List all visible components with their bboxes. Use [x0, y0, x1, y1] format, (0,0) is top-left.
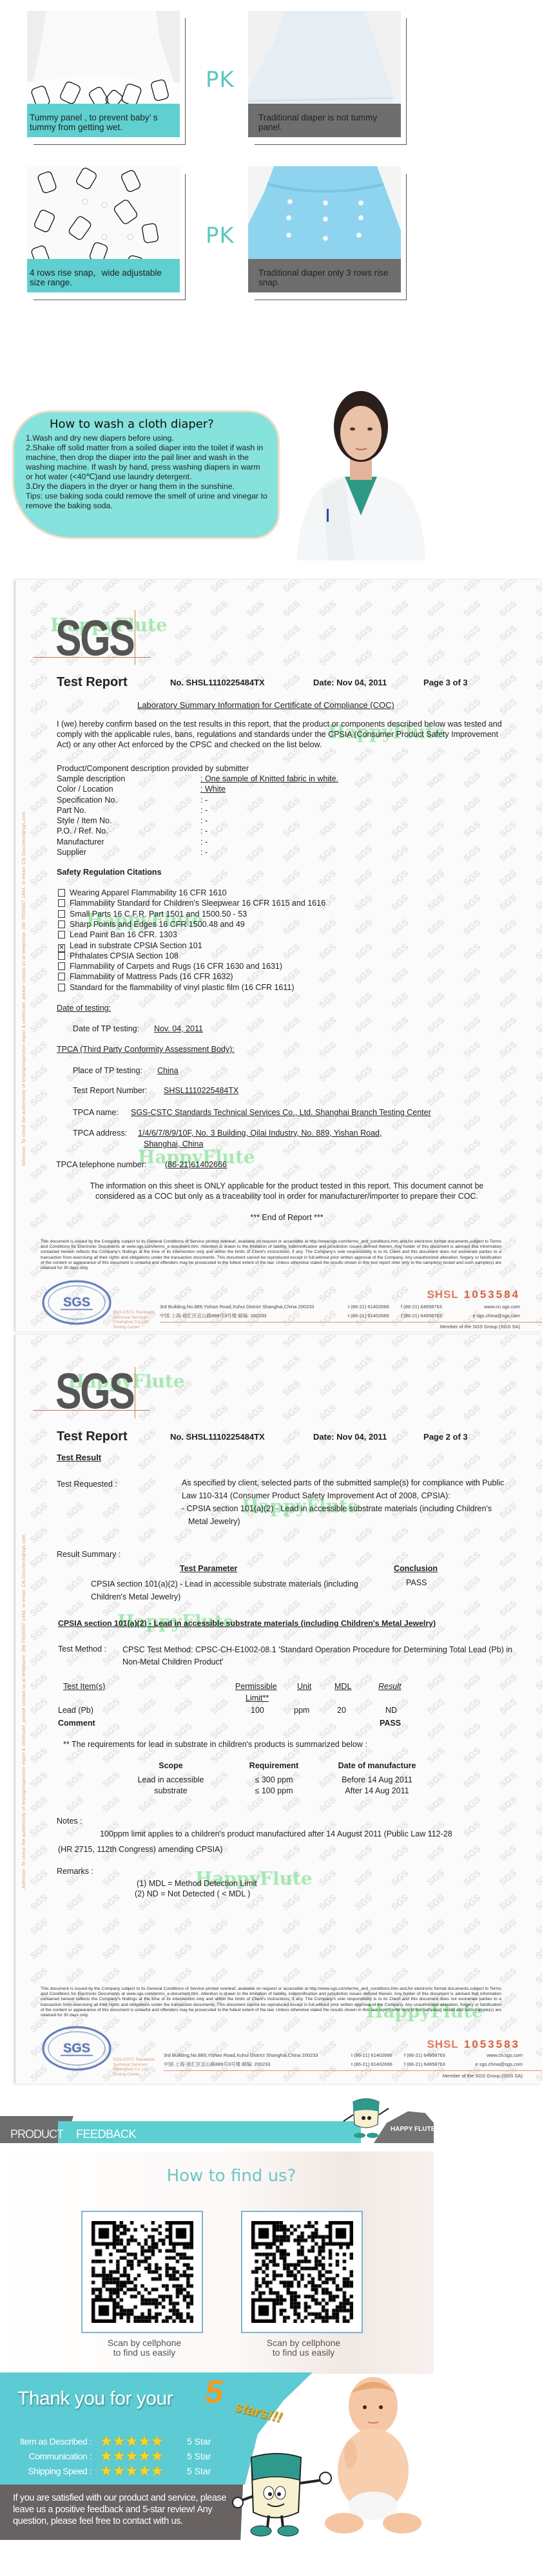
field-row — [57, 847, 476, 857]
field-value: : - — [200, 837, 208, 846]
test-requested-block — [182, 1476, 510, 1528]
wash-tip: Tips: use baking soda could remove the smell of urine and vinegar to remove the baking soda. — [26, 491, 267, 510]
test-report-number-label: Test Report Number: — [73, 1086, 148, 1095]
rise-snap-photo — [27, 166, 180, 292]
sgs-logo: SGS — [55, 1362, 134, 1419]
test-report-number-value: SHSL1110225484TX — [164, 1086, 239, 1095]
tp-date-value: Nov. 04, 2011 — [154, 1024, 203, 1033]
rating-label: Item as Described : — [19, 2436, 92, 2447]
telephone: t (86-21) 61402666 — [348, 1304, 389, 1310]
end-of-report: *** End of Report *** — [250, 1213, 324, 1222]
scan-line: to find us easily — [272, 2347, 335, 2358]
stars-word: stars!!! — [233, 2398, 284, 2426]
remark-line: (2) ND = Not Detected ( < MDL ) — [135, 1889, 251, 1898]
star-icon: ★ — [100, 2463, 113, 2479]
place-value: China — [157, 1066, 179, 1075]
citation-label: Flammability Standard for Children's Sleepwear 16 CFR 1615 and 1616 — [70, 899, 326, 908]
brand-name: HAPPY FLUTE — [391, 2126, 436, 2133]
test-requested-item: - CPSIA section 101(a)(2) - Lead in accessible substrate materials (including Children's Metal Jewelry) — [182, 1504, 492, 1526]
field-value: : - — [200, 816, 208, 826]
date-value: After 14 Aug 2011 — [345, 1786, 409, 1795]
field-value: : - — [200, 848, 208, 857]
note-line: 100ppm limit applies to a children's product manufactured after 14 August 2011 (Public Law 112-28 — [100, 1829, 452, 1838]
scope-value: Lead in accessible — [137, 1775, 204, 1784]
citation-item — [58, 971, 233, 982]
field-label: Sample description — [57, 774, 126, 783]
sgs-stamp — [41, 2025, 112, 2072]
fax: f (86-21) 64958763 — [404, 2052, 445, 2058]
page-number: Page 3 of 3 — [423, 678, 468, 687]
star-icon: ★ — [125, 2463, 139, 2479]
row-mdl: 20 — [337, 1706, 346, 1715]
frame-line — [185, 18, 186, 145]
notes-label: Notes : — [57, 1817, 82, 1826]
frame-line — [255, 144, 407, 145]
checkbox-checked-icon: ✕ — [59, 944, 64, 951]
citation-label: Wearing Apparel Flammability 16 CFR 1610 — [70, 888, 227, 897]
citation-item — [58, 930, 177, 940]
citation-item — [58, 919, 245, 930]
page-number: Page 2 of 3 — [423, 1432, 468, 1442]
authenticity-side-note: Attention: To check the authenticity of testing/inspection report & certificate, please contact us at telephone: (86-755)8307 1443, or email: CN.Doccheck@sgs.com — [22, 1534, 26, 1889]
comparison-section — [0, 0, 542, 361]
disclaimer-line: considered as a COC but only as a traceability tool in order for manufacturer/importer to prepare their COC. — [95, 1192, 479, 1201]
result-summary-label: Result Summary : — [57, 1550, 121, 1559]
scan-line: to find us easily — [113, 2347, 176, 2358]
checkbox-empty-icon — [58, 952, 65, 960]
star-icon: ★ — [150, 2448, 164, 2464]
banner-feedback: FEEDBACK — [76, 2128, 137, 2141]
report-date: Date: Nov 04, 2011 — [313, 1432, 387, 1442]
requirement-header: Requirement — [249, 1761, 299, 1770]
authenticity-side-note: Attention: To check the authenticity of testing/inspection report & certificate, please contact us at telephone: (86-755)8307 1443, or email: CN.Doccheck@sgs.com — [22, 812, 26, 1166]
row-limit: 100 — [251, 1706, 264, 1715]
report-page — [15, 1335, 542, 2084]
watermark-pattern — [15, 1335, 542, 2084]
citation-item — [58, 951, 179, 961]
serial-number — [427, 1288, 520, 1301]
remark-line: (1) MDL = Method Detection Limit — [137, 1879, 257, 1888]
tpca-telephone-value: (86-21)61402666 — [165, 1160, 227, 1169]
star-icon: ★ — [150, 2463, 164, 2479]
traditional-diaper-photo — [248, 11, 401, 137]
report-number: No. SHSL1110225484TX — [170, 678, 265, 687]
comparison-caption: Tummy panel , to prevent baby’ s tummy from getting wet. — [27, 104, 180, 137]
checkbox-empty-icon — [58, 889, 65, 897]
wash-title: How to wash a cloth diaper? — [50, 417, 214, 431]
col-limit: Limit** — [246, 1693, 269, 1703]
remarks-label: Remarks : — [57, 1867, 93, 1876]
field-label: Style / Item No. — [57, 816, 112, 826]
wash-step: 3.Dry the diapers in the dryer or hang them in the sunshine. — [26, 482, 235, 491]
star-icon: ★ — [100, 2433, 113, 2449]
star-rating — [100, 2465, 164, 2477]
report-title: Test Report — [57, 675, 128, 689]
address-en: 3rd Building,No.889,Yishan Road,Xuhui District Shanghai,China 200233 — [160, 1304, 315, 1310]
section-heading: CPSIA section 101(a)(2) - Lead in accessible substrate materials (including Children's Metal Jewelry) — [58, 1619, 436, 1628]
star-rating — [100, 2435, 164, 2448]
col-unit: Unit — [297, 1682, 312, 1691]
telephone: t (86-21) 61402666 — [351, 2052, 392, 2058]
email: e sgs.china@sgs.com — [472, 1313, 520, 1319]
terms-fine-print: This document is issued by the Company subject to its General Conditions of Service printed overleaf, available on request or accessible at http://www.sgs.com/terms_and_conditions.htm and,for electronic format documents,subject to Terms and Conditions for Electronic Documents at www.sgs.com/terms_e-document.htm. Attention is drawn to the limitation of liability, indemnification and jurisdiction issues defined therein. Any holder of this document is advised that information contained hereon reflects the Company's findings at the time of its intervention only and within the limits of Client's instructions, if any. The Company's sole responsibility is to its Client and this document does not exonerate parties to a transaction from exercising all their rights and obligations under the transaction documents. This document cannot be reproduced except in full,without prior written approval of the Company. Any unauthorized alteration, forgery or falsification of the content or appearance of this document is unlawful and offenders may be prosecuted to the fullest extent of the law. Unless otherwise stated the results shown in this test report refer only to the sample(s) tested and such sample(s) are retained for 30 days only. — [41, 1239, 501, 1271]
star-icon: ★ — [150, 2433, 164, 2449]
col-result: Result — [378, 1682, 402, 1691]
field-value: : White — [200, 785, 226, 794]
checkbox-empty-icon — [58, 984, 65, 991]
qr-code[interactable] — [251, 2221, 353, 2323]
rating-label: Communication : — [28, 2451, 92, 2461]
fax: f (86-21) 64958763 — [401, 1304, 442, 1310]
summary-parameter: CPSIA section 101(a)(2) - Lead in accessible substrate materials (including Children's Metal Jewelry) — [91, 1579, 358, 1601]
test-result-heading: Test Result — [57, 1453, 102, 1462]
star-icon: ★ — [138, 2463, 151, 2479]
note-line: (HR 2715, 112th Congress) amending CPSIA) — [58, 1845, 223, 1854]
field-label: P.O. / Ref. No. — [57, 826, 108, 836]
serial-prefix: SHSL — [427, 1288, 459, 1301]
tpca-address-label: TPCA address: — [73, 1129, 128, 1138]
pk-label: PK — [206, 67, 235, 93]
citation-item — [58, 961, 282, 971]
citation-item — [58, 982, 295, 993]
field-value: : - — [200, 805, 208, 815]
sgs-stamp — [41, 1279, 112, 1326]
tpca-name-label: TPCA name: — [73, 1108, 119, 1117]
comparison-caption: Traditional diaper only 3 rows rise snap. — [248, 259, 401, 292]
field-value: : - — [200, 826, 208, 836]
citation-label: Flammability of Carpets and Rugs (16 CFR 1630 and 1631) — [70, 962, 283, 971]
wash-step: 1.Wash and dry new diapers before using. — [26, 434, 174, 443]
rating-label: Shipping Speed : — [28, 2466, 92, 2476]
test-method-text: CPSC Test Method: CPSC-CH-E1002-08.1 'Standard Operation Procedure for Determining Total Lead (Pb) in Non-Metal Children Product' — [122, 1645, 513, 1666]
requirement-value: ≤ 100 ppm — [255, 1786, 293, 1795]
telephone: t (86-21) 61402666 — [351, 2061, 392, 2067]
rating-value: 5 Star — [187, 2436, 211, 2447]
star-icon: ★ — [138, 2433, 151, 2449]
scan-line: Scan by cellphone — [266, 2338, 341, 2348]
wash-steps — [26, 434, 267, 511]
citations-heading: Safety Regulation Citations — [57, 868, 162, 877]
field-row — [57, 826, 476, 836]
field-row — [57, 805, 476, 816]
report-title: Test Report — [57, 1429, 128, 1444]
company-name: SGS-CSTC Standards Technical Services (Shanghai) Co.,Ltd. Testing Center — [113, 1310, 155, 1330]
summary-conclusion: PASS — [406, 1578, 427, 1587]
serial-value: 1053583 — [463, 2038, 520, 2050]
frame-line — [34, 144, 186, 145]
star-icon: ★ — [100, 2448, 113, 2464]
checkbox-empty-icon — [58, 899, 65, 907]
col-permissible: Permissible — [235, 1682, 277, 1691]
citation-label: Phthalates CPSIA Section 108 — [70, 951, 179, 960]
comment-value: PASS — [380, 1719, 402, 1728]
wash-step: 2.Shake off solid matter from a soiled diaper into the toilet if wash in machine, then drop the diaper into the pail liner and wash in the washing machine. If wash by hand, press washing diapers in warm or hot water (<40℃)and use laundry detergent. — [26, 443, 264, 481]
star-icon: ★ — [138, 2448, 151, 2464]
star-icon: ★ — [125, 2433, 139, 2449]
description-heading: Product/Component description provided by submitter — [57, 764, 249, 773]
address-cn: 中国·上海·徐汇区宜山路889号3号楼 邮编: 200233 — [160, 1313, 267, 1319]
comparison-caption: 4 rows rise snap，wide adjustable size range. — [27, 259, 180, 292]
tpca-telephone-label: TPCA telephone number: — [56, 1160, 147, 1169]
field-label: Color / Location — [57, 785, 113, 794]
summary-header-parameter: Test Parameter — [180, 1564, 238, 1573]
citation-item — [58, 909, 247, 919]
footer-rule — [164, 2070, 542, 2071]
checkbox-empty-icon — [58, 921, 65, 928]
qr-code-frame — [81, 2211, 203, 2333]
coc-heading: Laboratory Summary Information for Certificate of Compliance (COC) — [137, 700, 394, 710]
test-requested-text: As specified by client, selected parts of the submitted sample(s) for compliance with Public Law 110-314 (Consumer Product Safety Improvement Act of 2008, CPSIA): — [182, 1478, 505, 1500]
col-test-item: Test Item(s) — [63, 1682, 106, 1691]
serial-prefix: SHSL — [427, 2038, 459, 2050]
telephone: t (86-21) 61402666 — [348, 1313, 389, 1319]
scan-line: Scan by cellphone — [107, 2338, 182, 2348]
field-row — [57, 774, 476, 784]
checkbox-empty-icon — [58, 962, 65, 970]
sgs-report-page-3 — [0, 580, 542, 1331]
scope-header: Scope — [159, 1761, 183, 1770]
tpca-heading: TPCA (Third Party Conformity Assessment Body): — [57, 1045, 235, 1054]
test-requested-label: Test Requested : — [57, 1480, 117, 1489]
speech-bubble — [12, 410, 280, 539]
sgs-report-page-2 — [0, 1335, 542, 2084]
date-of-testing-heading: Date of testing: — [57, 1004, 111, 1013]
requirement-note: ** The requirements for lead in substrate in children's products is summarized below : — [63, 1740, 367, 1749]
summary-header-conclusion: Conclusion — [394, 1564, 438, 1573]
frame-line — [185, 174, 186, 300]
mascot-icon — [340, 2095, 392, 2141]
address-cn: 中国·上海·徐汇区宜山路889号3号楼 邮编: 200233 — [164, 2061, 271, 2067]
star-icon: ★ — [125, 2448, 139, 2464]
checkbox-empty-icon — [58, 931, 65, 939]
star-icon: ★ — [112, 2463, 126, 2479]
tp-date-label: Date of TP testing: — [73, 1024, 140, 1033]
comment-label: Comment — [58, 1719, 95, 1728]
field-label: Specification No. — [57, 795, 117, 805]
field-value: : - — [200, 795, 208, 805]
date-of-manufacture-header: Date of manufacture — [338, 1761, 416, 1770]
star-rating — [100, 2450, 164, 2463]
feedback-section — [0, 2084, 542, 2576]
field-value: : One sample of Knitted fabric in white. — [200, 774, 338, 783]
wash-instructions-section — [0, 361, 542, 580]
requirement-value: ≤ 300 ppm — [255, 1775, 293, 1784]
citation-label: Flammability of Mattress Pads (16 CFR 1632) — [70, 972, 233, 982]
citation-label: Small Parts 16 C.F.R. Part 1501 and 1500.50 - 53 — [70, 909, 247, 919]
serial-value: 1053584 — [463, 1288, 520, 1301]
row-unit: ppm — [294, 1706, 310, 1715]
frame-line — [406, 174, 407, 300]
tummy-panel-photo — [27, 11, 180, 137]
banner-product: PRODUCT — [10, 2128, 63, 2141]
citation-item — [58, 898, 325, 908]
scan-caption — [252, 2338, 355, 2358]
serial-number — [427, 2038, 520, 2051]
row-item: Lead (Pb) — [58, 1706, 93, 1715]
tpca-name-value: SGS-CSTC Standards Technical Services Co., Ltd. Shanghai Branch Testing Center — [131, 1108, 431, 1117]
report-date: Date: Nov 04, 2011 — [313, 678, 387, 687]
pk-label: PK — [206, 223, 235, 249]
field-row — [57, 784, 476, 794]
field-row — [57, 795, 476, 805]
test-method-label: Test Method : — [58, 1645, 107, 1654]
field-label: Part No. — [57, 805, 86, 815]
fax: f (86-21) 64958763 — [401, 1313, 442, 1319]
citation-label: Lead in substrate CPSIA Section 101 — [70, 940, 202, 950]
tpca-address-line2: Shanghai, China — [144, 1140, 204, 1149]
email: e sgs.china@sgs.com — [475, 2061, 523, 2067]
doctor-photo — [284, 386, 432, 560]
report-number: No. SHSL1110225484TX — [170, 1432, 265, 1442]
qr-code-frame — [241, 2211, 363, 2333]
mascot-thumbs-up-icon — [229, 2451, 335, 2538]
rating-value: 5 Star — [187, 2466, 211, 2476]
fax: f (86-21) 64958763 — [404, 2061, 445, 2067]
terms-fine-print: This document is issued by the Company subject to its General Conditions of Service printed overleaf, available on request or accessible at http://www.sgs.com/terms_and_conditions.htm and,for electronic format documents,subject to Terms and Conditions for Electronic Documents at www.sgs.com/terms_e-document.htm. Attention is drawn to the limitation of liability, indemnification and jurisdiction issues defined therein. Any holder of this document is advised that information contained hereon reflects the Company's findings at the time of its intervention only and within the limits of Client's instructions, if any. The Company's sole responsibility is to its Client and this document does not exonerate parties to a transaction from exercising all their rights and obligations under the transaction documents. This document cannot be reproduced except in full,without prior written approval of the Company. Any unauthorized alteration, forgery or falsification of the content or appearance of this document is unlawful and offenders may be prosecuted to the fullest extent of the law. Unless otherwise stated the results shown in this test report refer only to the sample(s) tested and such sample(s) are retained for 30 days only. — [41, 1987, 501, 2018]
date-value: Before 14 Aug 2011 — [342, 1775, 412, 1784]
find-us-title: How to find us? — [166, 2166, 296, 2186]
col-mdl: MDL — [334, 1682, 352, 1691]
scan-caption — [93, 2338, 196, 2358]
star-icon: ★ — [112, 2448, 126, 2464]
tpca-address-line1: 1/4/6/7/8/9/10F, No. 3 Building, Qilai Industry, No. 889, Yishan Road, — [138, 1129, 382, 1138]
checkbox-empty-icon — [58, 910, 65, 918]
citation-label: Standard for the flammability of vinyl plastic film (16 CFR 1611) — [70, 982, 295, 992]
website: www.cn.sgs.com — [487, 2052, 523, 2058]
citation-item — [58, 940, 202, 952]
member-note: Member of the SGS Group (SGS SA) — [440, 1324, 520, 1330]
checkbox-empty-icon — [58, 973, 65, 980]
comparison-caption: Traditional diaper is not tummy panel. — [248, 104, 401, 137]
citation-item — [58, 888, 227, 898]
field-label: Supplier — [57, 848, 86, 857]
qr-code[interactable] — [92, 2221, 193, 2323]
star-icon: ★ — [112, 2433, 126, 2449]
rating-value: 5 Star — [187, 2451, 211, 2461]
baby-photo — [322, 2374, 425, 2538]
citation-label: Sharp Points and Edges 16 CFR 1500.48 and 49 — [70, 919, 245, 929]
frame-line — [406, 18, 407, 145]
field-label: Manufacturer — [57, 837, 104, 846]
five-number: 5 — [205, 2374, 223, 2410]
confirmation-paragraph: I (we) hereby confirm based on the test results in this report, that the product or components described below was tested and comply with the applicable rules, bans, regulations and standards under the CPSIA (Consumer Product Safety Improvement Act) or any other Act enforced by the CPSC and checked on the list below. — [57, 720, 502, 749]
citation-label: Lead Paint Ban 16 CFR. 1303 — [70, 930, 177, 940]
field-row — [57, 816, 476, 826]
website: www.cn.sgs.com — [484, 1304, 520, 1310]
traditional-snap-photo — [248, 166, 401, 292]
feedback-message: If you are satisfied with our product and service, please leave us a positive feedback and 5-star review! Any question, please feel free to contact with us. — [13, 2493, 227, 2526]
company-name: SGS-CSTC Standards Technical Services (Shanghai) Co.,Ltd. Testing Center — [113, 2057, 155, 2077]
scope-value: substrate — [154, 1786, 188, 1795]
address-en: 3rd Building,No.889,Yishan Road,Xuhui District Shanghai,China 200233 — [164, 2052, 318, 2058]
thanks-heading: Thank you for your — [17, 2388, 173, 2409]
row-result: ND — [385, 1706, 398, 1715]
field-row — [57, 837, 476, 847]
place-label: Place of TP testing: — [73, 1066, 142, 1075]
product-fields — [57, 774, 476, 857]
sgs-logo: SGS — [55, 609, 134, 666]
disclaimer-line: The information on this sheet is ONLY applicable for the product tested in this report. This document cannot be — [90, 1181, 484, 1190]
member-note: Member of the SGS Group (SGS SA) — [442, 2073, 523, 2079]
